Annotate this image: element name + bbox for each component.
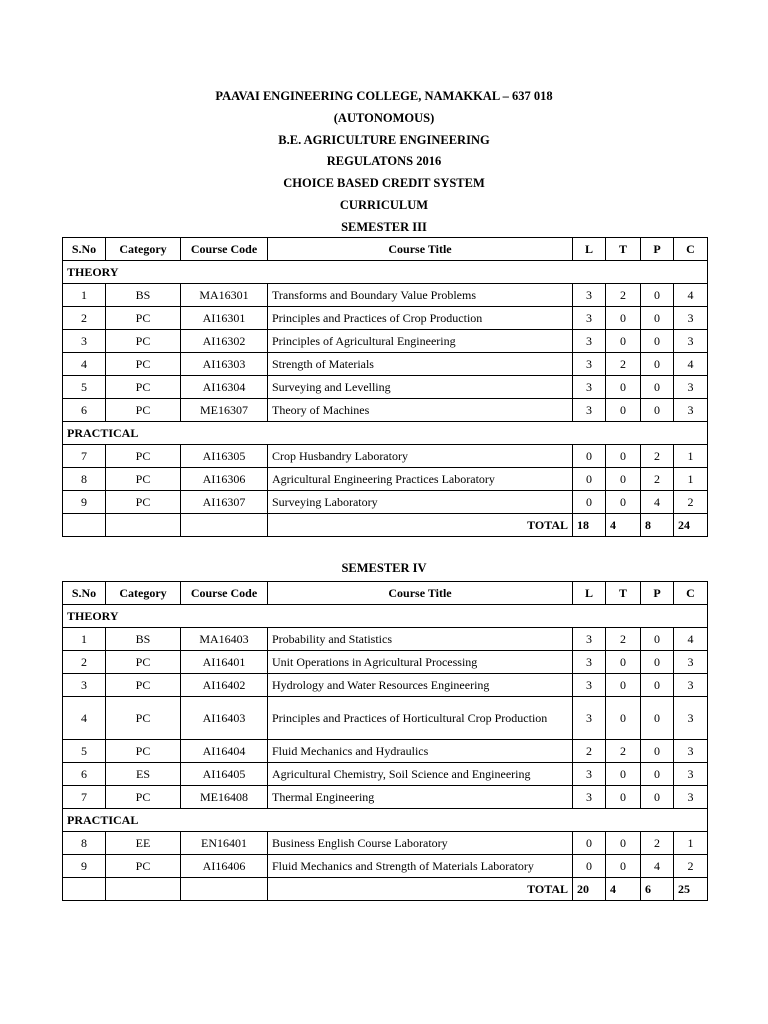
course-t: 2 (606, 353, 641, 376)
total-p: 8 (641, 514, 674, 537)
course-l: 3 (573, 763, 606, 786)
course-row (63, 376, 708, 399)
total-l: 20 (573, 878, 606, 901)
section-row-theory (63, 261, 708, 284)
course-sno: 7 (63, 445, 106, 468)
course-row (63, 353, 708, 376)
course-l: 3 (573, 697, 606, 740)
course-sno: 1 (63, 628, 106, 651)
course-code: AI16406 (181, 855, 268, 878)
regulations-label: REGULATONS 2016 (326, 154, 442, 169)
course-row (63, 399, 708, 422)
course-sno: 9 (63, 491, 106, 514)
course-sno: 8 (63, 468, 106, 491)
course-sno: 1 (63, 284, 106, 307)
semester-4-table (62, 581, 708, 901)
empty-cell (63, 878, 106, 901)
course-c: 2 (674, 491, 708, 514)
course-c: 3 (674, 307, 708, 330)
course-row (63, 786, 708, 809)
course-title: Agricultural Chemistry, Soil Science and Engineering (268, 763, 573, 786)
course-c: 1 (674, 445, 708, 468)
course-l: 3 (573, 786, 606, 809)
column-header-c: C (674, 582, 708, 605)
empty-cell (181, 878, 268, 901)
course-c: 3 (674, 376, 708, 399)
course-sno: 2 (63, 651, 106, 674)
course-p: 0 (641, 353, 674, 376)
course-code: MA16403 (181, 628, 268, 651)
column-header-code: Course Code (181, 582, 268, 605)
course-c: 3 (674, 763, 708, 786)
course-sno: 4 (63, 353, 106, 376)
course-title: Business English Course Laboratory (268, 832, 573, 855)
column-header-code: Course Code (181, 238, 268, 261)
course-row (63, 697, 708, 740)
course-p: 0 (641, 786, 674, 809)
credit-system-label: CHOICE BASED CREDIT SYSTEM (283, 176, 485, 191)
course-sno: 6 (63, 399, 106, 422)
total-p: 6 (641, 878, 674, 901)
column-header-p: P (641, 238, 674, 261)
course-category: PC (106, 445, 181, 468)
column-header-category: Category (106, 238, 181, 261)
course-l: 3 (573, 284, 606, 307)
course-category: PC (106, 651, 181, 674)
course-code: AI16403 (181, 697, 268, 740)
course-l: 0 (573, 832, 606, 855)
course-title: Surveying Laboratory (268, 491, 573, 514)
course-title: Unit Operations in Agricultural Processing (268, 651, 573, 674)
course-c: 3 (674, 399, 708, 422)
total-t: 4 (606, 878, 641, 901)
course-code: AI16401 (181, 651, 268, 674)
course-p: 0 (641, 376, 674, 399)
course-title: Theory of Machines (268, 399, 573, 422)
course-code: AI16306 (181, 468, 268, 491)
course-l: 3 (573, 376, 606, 399)
course-code: AI16305 (181, 445, 268, 468)
semester-3-title: SEMESTER III (341, 219, 427, 234)
course-sno: 3 (63, 674, 106, 697)
course-c: 3 (674, 651, 708, 674)
course-p: 0 (641, 330, 674, 353)
course-title: Agricultural Engineering Practices Laboratory (268, 468, 573, 491)
document-header (0, 86, 768, 239)
course-category: PC (106, 740, 181, 763)
course-t: 2 (606, 628, 641, 651)
course-category: PC (106, 330, 181, 353)
course-code: AI16301 (181, 307, 268, 330)
course-c: 3 (674, 697, 708, 740)
course-l: 0 (573, 855, 606, 878)
curriculum-label: CURRICULUM (339, 197, 429, 212)
table-header-row (63, 582, 708, 605)
course-t: 2 (606, 284, 641, 307)
column-header-sno: S.No (63, 238, 106, 261)
course-l: 0 (573, 491, 606, 514)
course-t: 0 (606, 445, 641, 468)
program-name: B.E. AGRICULTURE ENGINEERING (278, 132, 490, 147)
course-category: PC (106, 786, 181, 809)
course-c: 1 (674, 468, 708, 491)
course-row (63, 628, 708, 651)
empty-cell (106, 878, 181, 901)
column-header-l: L (573, 238, 606, 261)
course-p: 2 (641, 468, 674, 491)
course-row (63, 763, 708, 786)
total-c: 24 (674, 514, 708, 537)
semester-4-title: SEMESTER IV (341, 561, 427, 575)
course-p: 4 (641, 491, 674, 514)
course-code: AI16405 (181, 763, 268, 786)
course-code: AI16303 (181, 353, 268, 376)
course-l: 0 (573, 468, 606, 491)
course-p: 0 (641, 740, 674, 763)
course-l: 3 (573, 353, 606, 376)
table-header-row (63, 238, 708, 261)
course-row (63, 832, 708, 855)
course-t: 2 (606, 740, 641, 763)
course-t: 0 (606, 376, 641, 399)
course-code: MA16301 (181, 284, 268, 307)
course-category: PC (106, 855, 181, 878)
course-code: ME16307 (181, 399, 268, 422)
course-row (63, 445, 708, 468)
course-code: ME16408 (181, 786, 268, 809)
course-row (63, 307, 708, 330)
course-title: Principles of Agricultural Engineering (268, 330, 573, 353)
course-code: AI16304 (181, 376, 268, 399)
course-c: 3 (674, 786, 708, 809)
course-p: 2 (641, 832, 674, 855)
total-label: TOTAL (268, 878, 573, 901)
course-code: AI16402 (181, 674, 268, 697)
course-title: Surveying and Levelling (268, 376, 573, 399)
course-t: 0 (606, 651, 641, 674)
column-header-c: C (674, 238, 708, 261)
course-code: EN16401 (181, 832, 268, 855)
column-header-sno: S.No (63, 582, 106, 605)
course-t: 0 (606, 763, 641, 786)
column-header-category: Category (106, 582, 181, 605)
course-row (63, 674, 708, 697)
course-title: Hydrology and Water Resources Engineering (268, 674, 573, 697)
section-label-practical: PRACTICAL (63, 422, 708, 445)
course-category: BS (106, 628, 181, 651)
course-row (63, 491, 708, 514)
course-title: Thermal Engineering (268, 786, 573, 809)
course-l: 2 (573, 740, 606, 763)
course-p: 0 (641, 674, 674, 697)
course-c: 4 (674, 284, 708, 307)
course-title: Transforms and Boundary Value Problems (268, 284, 573, 307)
course-sno: 9 (63, 855, 106, 878)
column-header-t: T (606, 238, 641, 261)
course-row (63, 740, 708, 763)
column-header-t: T (606, 582, 641, 605)
empty-cell (63, 514, 106, 537)
empty-cell (106, 514, 181, 537)
course-title: Probability and Statistics (268, 628, 573, 651)
course-c: 4 (674, 353, 708, 376)
course-title: Principles and Practices of Horticultural Crop Production (268, 697, 573, 740)
course-t: 0 (606, 697, 641, 740)
course-sno: 3 (63, 330, 106, 353)
section-label-theory: THEORY (63, 605, 708, 628)
course-p: 0 (641, 284, 674, 307)
course-category: PC (106, 697, 181, 740)
course-t: 0 (606, 491, 641, 514)
course-p: 0 (641, 399, 674, 422)
section-row-theory (63, 605, 708, 628)
total-c: 25 (674, 878, 708, 901)
course-p: 0 (641, 697, 674, 740)
course-title: Fluid Mechanics and Hydraulics (268, 740, 573, 763)
course-row (63, 284, 708, 307)
course-sno: 5 (63, 376, 106, 399)
course-title: Crop Husbandry Laboratory (268, 445, 573, 468)
college-name: PAAVAI ENGINEERING COLLEGE, NAMAKKAL – 637 018 (215, 89, 553, 103)
course-l: 3 (573, 628, 606, 651)
course-c: 4 (674, 628, 708, 651)
course-sno: 7 (63, 786, 106, 809)
column-header-title: Course Title (268, 238, 573, 261)
course-t: 0 (606, 399, 641, 422)
course-t: 0 (606, 674, 641, 697)
course-code: AI16307 (181, 491, 268, 514)
course-sno: 5 (63, 740, 106, 763)
course-l: 3 (573, 651, 606, 674)
course-l: 3 (573, 674, 606, 697)
course-row (63, 651, 708, 674)
section-label-practical: PRACTICAL (63, 809, 708, 832)
course-title: Fluid Mechanics and Strength of Materials Laboratory (268, 855, 573, 878)
course-p: 4 (641, 855, 674, 878)
course-l: 3 (573, 307, 606, 330)
course-category: PC (106, 468, 181, 491)
course-p: 0 (641, 307, 674, 330)
total-t: 4 (606, 514, 641, 537)
course-sno: 6 (63, 763, 106, 786)
course-category: BS (106, 284, 181, 307)
course-c: 1 (674, 832, 708, 855)
course-category: PC (106, 491, 181, 514)
course-t: 0 (606, 307, 641, 330)
course-category: PC (106, 353, 181, 376)
course-title: Principles and Practices of Crop Production (268, 307, 573, 330)
course-title: Strength of Materials (268, 353, 573, 376)
course-row (63, 468, 708, 491)
course-sno: 2 (63, 307, 106, 330)
course-c: 3 (674, 330, 708, 353)
course-category: PC (106, 376, 181, 399)
course-p: 0 (641, 651, 674, 674)
course-t: 0 (606, 330, 641, 353)
course-category: PC (106, 674, 181, 697)
total-row (63, 514, 708, 537)
column-header-title: Course Title (268, 582, 573, 605)
course-t: 0 (606, 855, 641, 878)
total-l: 18 (573, 514, 606, 537)
course-code: AI16302 (181, 330, 268, 353)
course-t: 0 (606, 786, 641, 809)
autonomous-label: (AUTONOMOUS) (333, 110, 435, 125)
section-row-practical (63, 422, 708, 445)
course-l: 3 (573, 399, 606, 422)
empty-cell (181, 514, 268, 537)
course-row (63, 330, 708, 353)
course-p: 0 (641, 628, 674, 651)
column-header-l: L (573, 582, 606, 605)
total-label: TOTAL (268, 514, 573, 537)
course-sno: 4 (63, 697, 106, 740)
course-t: 0 (606, 468, 641, 491)
section-label-theory: THEORY (63, 261, 708, 284)
course-c: 2 (674, 855, 708, 878)
course-c: 3 (674, 674, 708, 697)
total-row (63, 878, 708, 901)
course-p: 0 (641, 763, 674, 786)
course-c: 3 (674, 740, 708, 763)
course-code: AI16404 (181, 740, 268, 763)
course-category: PC (106, 399, 181, 422)
semester-3-table (62, 237, 708, 537)
course-p: 2 (641, 445, 674, 468)
course-row (63, 855, 708, 878)
course-sno: 8 (63, 832, 106, 855)
course-category: ES (106, 763, 181, 786)
column-header-p: P (641, 582, 674, 605)
course-l: 0 (573, 445, 606, 468)
course-l: 3 (573, 330, 606, 353)
course-t: 0 (606, 832, 641, 855)
section-row-practical (63, 809, 708, 832)
course-category: EE (106, 832, 181, 855)
course-category: PC (106, 307, 181, 330)
